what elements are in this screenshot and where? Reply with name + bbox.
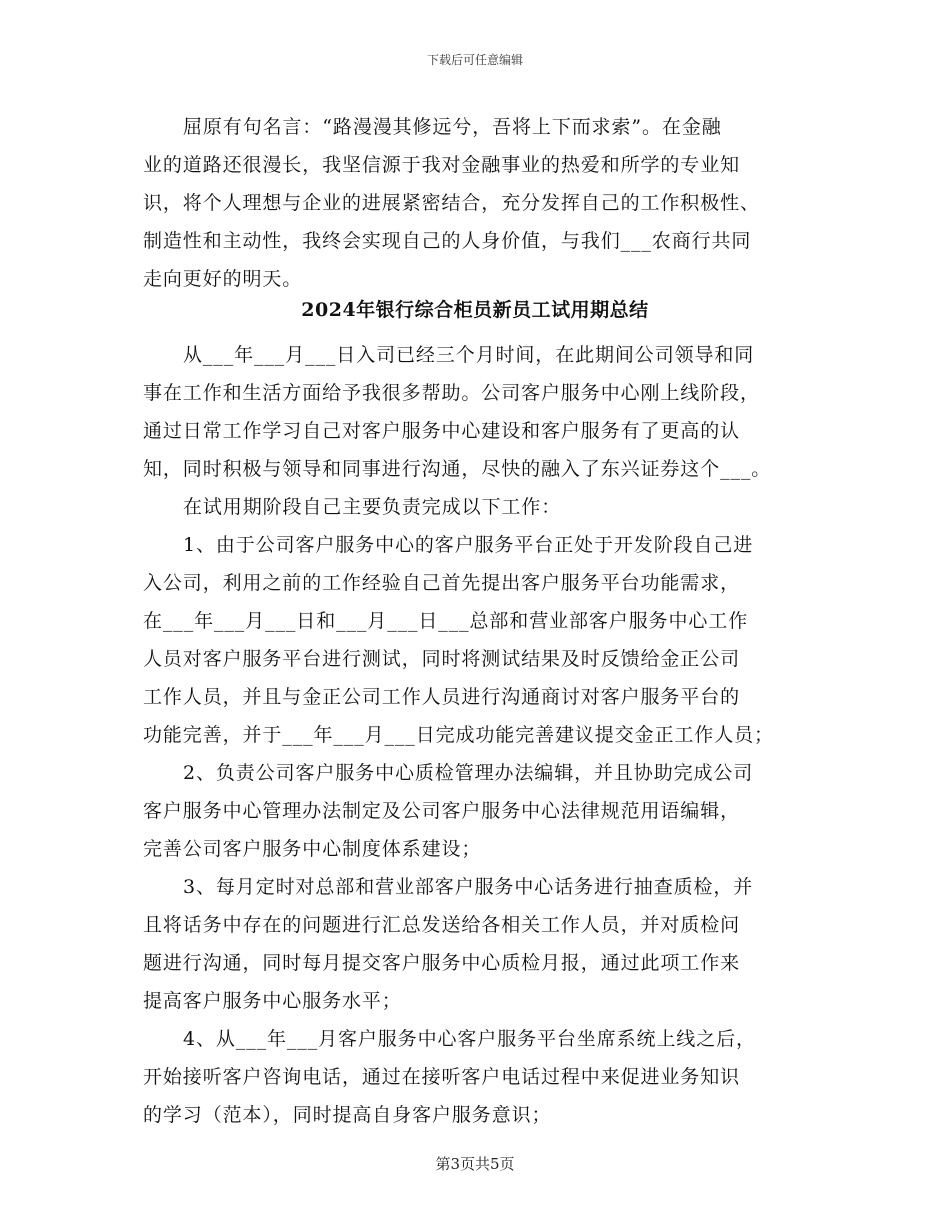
body-line: 题进行沟通，同时每月提交客户服务中心质检月报，通过此项工作来 — [143, 952, 741, 974]
intro-line: 走向更好的明天。 — [143, 268, 303, 290]
body-line: 工作人员，并且与金正公司工作人员进行沟通商讨对客户服务平台的 — [143, 686, 741, 708]
body-line: 且将话务中存在的问题进行汇总发送给各相关工作人员，并对质检问 — [143, 914, 741, 936]
page-number: 第3页共5页 — [435, 1155, 515, 1173]
body-line: 入公司，利用之前的工作经验自己首先提出客户服务平台功能需求， — [143, 572, 741, 594]
intro-line: 业的道路还很漫长，我坚信源于我对金融事业的热爱和所学的专业知 — [143, 154, 741, 176]
body-line: 在试用期阶段自己主要负责完成以下工作： — [183, 496, 562, 518]
document-title: 2024年银行综合柜员新员工试用期总结 — [301, 299, 649, 321]
body-line: 功能完善，并于___年___月___日完成功能完善建议提交金正工作人员； — [143, 724, 774, 746]
body-line: 在___年___月___日和___月___日___总部和营业部客户服务中心工作 — [143, 610, 749, 632]
body-line: 1、由于公司客户服务中心的客户服务平台正处于开发阶段自己进 — [183, 534, 754, 556]
body-line: 提高客户服务中心服务水平； — [143, 990, 402, 1012]
body-line: 4、从___年___月客户服务中心客户服务平台坐席系统上线之后， — [183, 1028, 756, 1050]
body-line: 的学习（范本），同时提高自身客户服务意识； — [143, 1104, 552, 1126]
body-line: 完善公司客户服务中心制度体系建设； — [143, 838, 482, 860]
body-line: 客户服务中心管理办法制定及公司客户服务中心法律规范用语编辑， — [143, 800, 741, 822]
body-line: 开始接听客户咨询电话，通过在接听客户电话过程中来促进业务知识 — [143, 1066, 741, 1088]
body-line: 3、每月定时对总部和营业部客户服务中心话务进行抽查质检，并 — [183, 876, 754, 898]
body-line: 从___年___月___日入司已经三个月时间，在此期间公司领导和同 — [183, 344, 755, 366]
body-line: 人员对客户服务平台进行测试，同时将测试结果及时反馈给金正公司 — [143, 648, 741, 670]
page-header: 下载后可任意编辑 — [426, 53, 523, 67]
body-line: 事在工作和生活方面给予我很多帮助。公司客户服务中心刚上线阶段， — [143, 382, 760, 404]
body-line: 通过日常工作学习自己对客户服务中心建设和客户服务有了更高的认 — [143, 420, 741, 442]
body-line: 2、负责公司客户服务中心质检管理办法编辑，并且协助完成公司 — [183, 762, 754, 784]
body-line: 知，同时积极与领导和同事进行沟通，尽快的融入了东兴证券这个___。 — [143, 458, 772, 480]
intro-line: 屈原有句名言：“路漫漫其修远兮，吾将上下而求索”。在金融 — [183, 116, 722, 138]
intro-line: 制造性和主动性，我终会实现自己的人身价值，与我们___农商行共同 — [143, 230, 752, 252]
intro-line: 识，将个人理想与企业的进展紧密结合，充分发挥自己的工作积极性、 — [143, 192, 760, 214]
